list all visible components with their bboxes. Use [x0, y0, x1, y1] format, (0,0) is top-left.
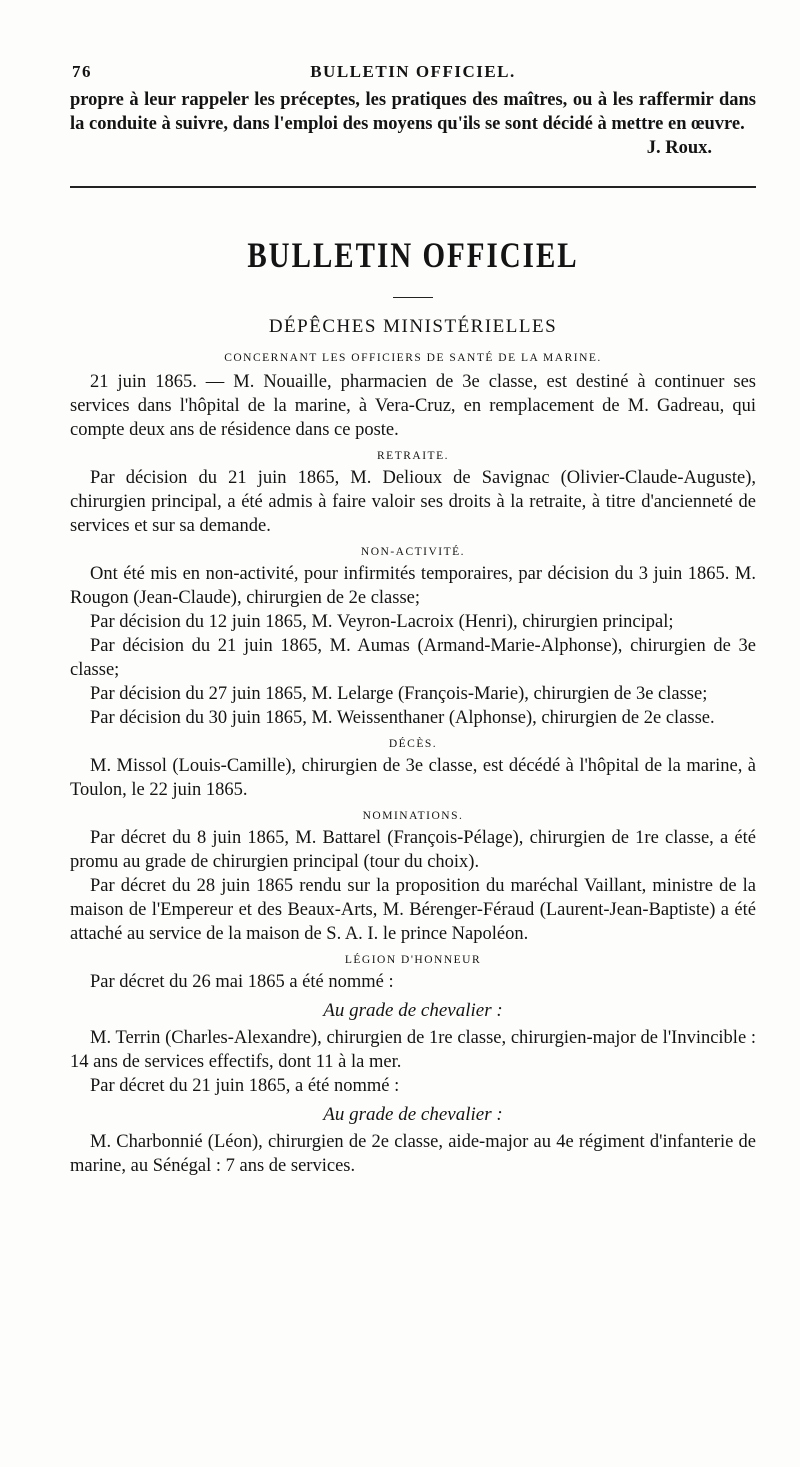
signature: J. Roux.	[646, 138, 712, 158]
non-activite-paragraph: Par décision du 12 juin 1865, M. Veyron-Lacroix (Henri), chirurgien principal;	[90, 612, 674, 632]
retraite-text: Par décision du 21 juin 1865, M. Delioux de Savignac (Olivier-Claude-Auguste), chirurgien principal, a été admis à faire valoir ses droits à la retraite, à titre d'ancienneté de services et sur sa demande.	[70, 468, 756, 536]
retraite-heading: RETRAITE.	[377, 450, 449, 462]
grade-heading: Au grade de chevalier :	[323, 1000, 503, 1021]
nomination-paragraph: Par décret du 8 juin 1865, M. Battarel (François-Pélage), chirurgien de 1re classe, a été promu au grade de chirurgien principal (tour du choix).	[70, 828, 756, 872]
section-subtitle: DÉPÊCHES MINISTÉRIELLES	[268, 316, 558, 337]
nominations-heading: NOMINATIONS.	[362, 810, 464, 822]
title-rule	[393, 297, 433, 298]
deces-text: M. Missol (Louis-Camille), chirurgien de 3e classe, est décédé à l'hôpital de la marine, à Toulon, le 22 juin 1865.	[70, 756, 756, 800]
legion-entry: M. Terrin (Charles-Alexandre), chirurgien de 1re classe, chirurgien-major de l'Invincible : 14 ans de services effectifs, dont 11 à la mer.	[70, 1028, 756, 1072]
page-header	[70, 62, 756, 88]
page-number: 76	[72, 62, 92, 81]
deces-heading: DÉCÈS.	[388, 738, 438, 750]
divider-rule	[70, 186, 756, 188]
legion-decree: Par décret du 26 mai 1865 a été nommé :	[90, 972, 394, 992]
page-title: BULLETIN OFFICIEL	[247, 235, 579, 276]
legion-decree: Par décret du 21 juin 1865, a été nommé :	[90, 1076, 400, 1096]
document-page	[70, 62, 756, 1178]
non-activite-heading: NON-ACTIVITÉ.	[360, 546, 466, 558]
concerning-line: CONCERNANT LES OFFICIERS DE SANTÉ DE LA MARINE.	[224, 352, 602, 364]
signature-line	[70, 136, 756, 160]
grade-heading: Au grade de chevalier :	[323, 1104, 503, 1125]
legion-entry: M. Charbonnié (Léon), chirurgien de 2e classe, aide-major au 4e régiment d'infanterie de marine, au Sénégal : 7 ans de services.	[70, 1132, 756, 1176]
non-activite-paragraph: Par décision du 21 juin 1865, M. Aumas (Armand-Marie-Alphonse), chirurgien de 3e classe;	[70, 636, 756, 680]
legion-heading: LÉGION D'HONNEUR	[344, 954, 482, 966]
running-title: BULLETIN OFFICIEL.	[310, 62, 516, 81]
nomination-paragraph: Par décret du 28 juin 1865 rendu sur la proposition du maréchal Vaillant, ministre de la maison de l'Empereur et des Beaux-Arts, M. Bérenger-Féraud (Laurent-Jean-Baptiste) a été attaché au service de la maison de S. A. I. le prince Napoléon.	[70, 876, 756, 944]
intro-paragraph: propre à leur rappeler les préceptes, les pratiques des maîtres, ou à les raffermir dans la conduite à suivre, dans l'emploi des moyens qu'ils se sont décidé à mettre en œuvre.	[70, 90, 756, 134]
first-entry: 21 juin 1865. — M. Nouaille, pharmacien de 3e classe, est destiné à continuer ses services dans l'hôpital de la marine, à Vera-Cruz, en remplacement de M. Gadreau, qui compte deux ans de résidence dans ce poste.	[70, 372, 756, 440]
non-activite-paragraph: Par décision du 30 juin 1865, M. Weissenthaner (Alphonse), chirurgien de 2e classe.	[90, 708, 715, 728]
non-activite-paragraph: Ont été mis en non-activité, pour infirmités temporaires, par décision du 3 juin 1865. M. Rougon (Jean-Claude), chirurgien de 2e classe;	[70, 564, 756, 608]
non-activite-paragraph: Par décision du 27 juin 1865, M. Lelarge (François-Marie), chirurgien de 3e classe;	[90, 684, 708, 704]
